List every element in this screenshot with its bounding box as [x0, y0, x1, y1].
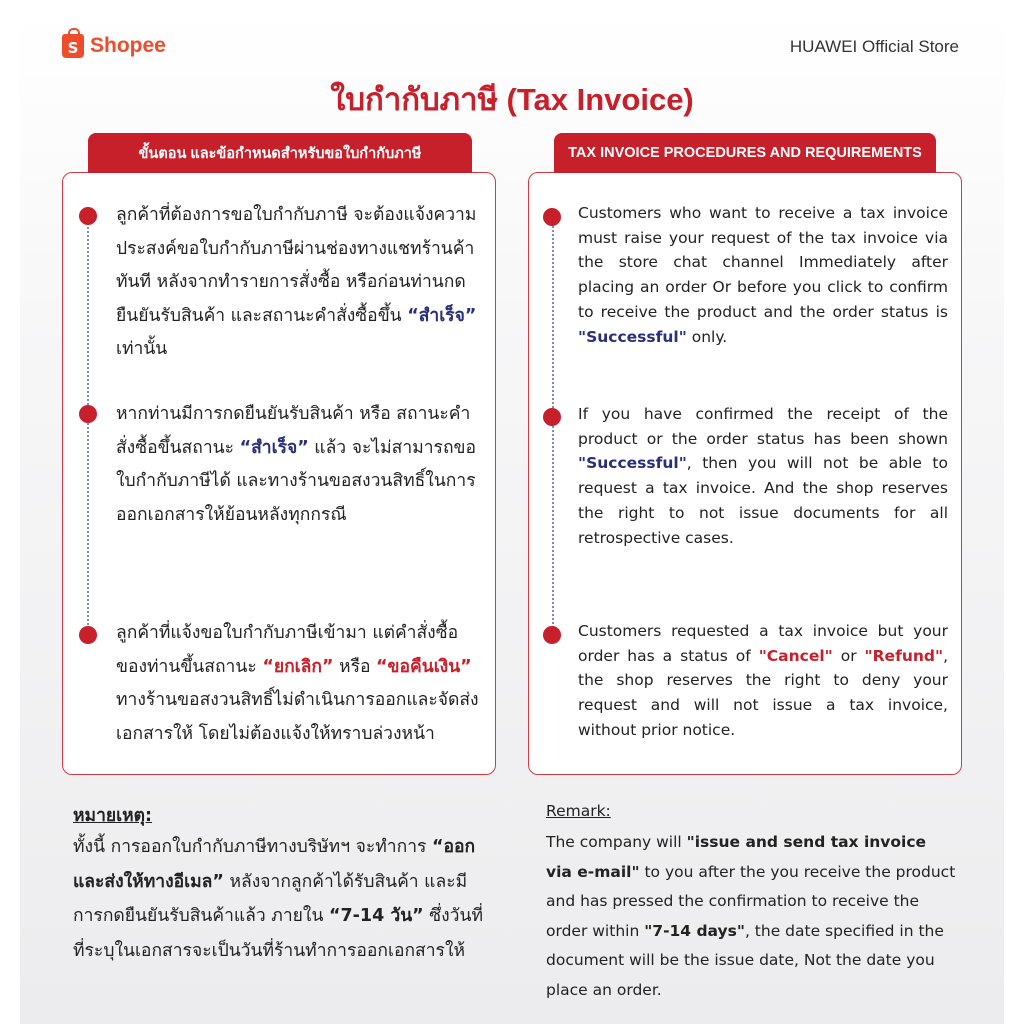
item-text: หรือ — [333, 656, 377, 677]
english-procedure-item-2 — [578, 402, 948, 550]
status-successful: “สำเร็จ” — [407, 305, 477, 326]
remark-text: to you after the you receive the product and has pressed the confirmation to receive the order within — [546, 862, 956, 940]
status-refund: "Refund" — [864, 646, 944, 665]
thai-procedures-heading: ขั้นตอน และข้อกำหนดสำหรับขอใบกำกับภาษี — [88, 133, 472, 173]
bullet-dot — [543, 208, 561, 226]
item-text: Customers requested a tax invoice but your order has a status of — [578, 622, 948, 665]
remark-text: ทั้งนี้ การออกใบกำกับภาษีทางบริษัทฯ จะทำการ — [73, 837, 432, 857]
english-procedures-heading: TAX INVOICE PROCEDURES AND REQUIREMENTS — [554, 133, 936, 173]
remark-bold: "issue and send tax invoice via e-mail" — [546, 833, 927, 881]
bullet-dot — [79, 626, 97, 644]
shopping-bag-icon: S — [62, 34, 84, 58]
remark-bold: “7-14 วัน” — [328, 906, 424, 926]
thai-remark-heading: หมายเหตุ: — [73, 806, 153, 826]
remark-text: , the date specified in the document will be the issue date, Not the date you place an order. — [546, 921, 944, 999]
status-successful: “สำเร็จ” — [239, 437, 309, 458]
item-text: เท่านั้น — [116, 339, 168, 359]
thai-remark-text — [73, 830, 493, 968]
item-text: หากท่านมีการกดยืนยันรับสินค้า หรือ สถานะคำสั่งซื้อขึ้นสถานะ — [116, 404, 471, 458]
english-procedure-item-1 — [578, 201, 948, 349]
item-text: , then you will not be able to request a tax invoice. And the shop reserves the right to not issue documents for all retrospective cases. — [578, 454, 948, 547]
item-text: Customers who want to receive a tax invoice must raise your request of the tax invoice via the store chat channel Immediately after placing an order Or before you click to confirm to receive the product and the order status is — [578, 204, 948, 321]
status-successful: "Successful" — [578, 454, 687, 473]
thai-procedure-item-3 — [116, 617, 486, 751]
english-remark-text — [546, 828, 956, 1005]
english-remark-heading: Remark: — [546, 802, 611, 820]
bullet-dot — [79, 207, 97, 225]
timeline-connector — [552, 226, 554, 636]
item-text: only. — [686, 327, 728, 346]
bullet-dot — [79, 405, 97, 423]
status-refund: “ขอคืนเงิน” — [376, 656, 472, 677]
item-text: ลูกค้าที่ต้องการขอใบกำกับภาษี จะต้องแจ้งความประสงค์ขอใบกำกับภาษีผ่านช่องทางแชทร้านค้าทันที หลังจากทำรายการสั่งซื้อ หรือก่อนท่านกดยืนยันรับสินค้า และสถานะคำสั่งซื้อขึ้น — [116, 205, 477, 326]
bullet-dot — [543, 626, 561, 644]
english-procedure-item-3 — [578, 619, 948, 743]
page-title: ใบกำกับภาษี (Tax Invoice) — [330, 82, 694, 117]
item-text: แล้ว จะไม่สามารถขอใบกำกับภาษีได้ และทางร้านขอสงวนสิทธิ์ในการออกเอกสารให้ย้อนหลังทุกกรณี — [116, 437, 477, 525]
item-text: or — [832, 646, 865, 665]
thai-procedure-item-1 — [116, 199, 486, 367]
item-text: ทางร้านขอสงวนสิทธิ์ไม่ดำเนินการออกและจัดส่งเอกสารให้ โดยไม่ต้องแจ้งให้ทราบล่วงหน้า — [116, 690, 479, 744]
remark-text: The company will — [546, 833, 687, 851]
shopee-logo — [62, 34, 166, 58]
item-text: , the shop reserves the right to deny your request and will not issue a tax invoice, without prior notice. — [578, 646, 948, 739]
bullet-dot — [543, 408, 561, 426]
brand-name: Shopee — [90, 34, 166, 57]
timeline-connector — [87, 216, 89, 636]
store-name: HUAWEI Official Store — [789, 37, 959, 56]
item-text: ลูกค้าที่แจ้งขอใบกำกับภาษีเข้ามา แต่คำสั่งซื้อของท่านขึ้นสถานะ — [116, 623, 459, 677]
remark-text: ซึ่งวันที่ที่ระบุในเอกสารจะเป็นวันที่ร้านทำการออกเอกสารให้ — [73, 906, 483, 961]
remark-text: หลังจากลูกค้าได้รับสินค้า และมีการกดยืนยันรับสินค้าแล้ว ภายใน — [73, 871, 468, 926]
remark-bold: "7-14 days" — [644, 921, 745, 940]
status-cancel: "Cancel" — [758, 646, 833, 665]
status-cancel: “ยกเลิก” — [262, 656, 334, 677]
thai-procedure-item-2 — [116, 398, 486, 532]
status-successful: "Successful" — [578, 327, 687, 346]
item-text: If you have confirmed the receipt of the product or the order status has been shown — [578, 405, 948, 448]
remark-bold: “ออกและส่งให้ทางอีเมล” — [73, 837, 476, 892]
